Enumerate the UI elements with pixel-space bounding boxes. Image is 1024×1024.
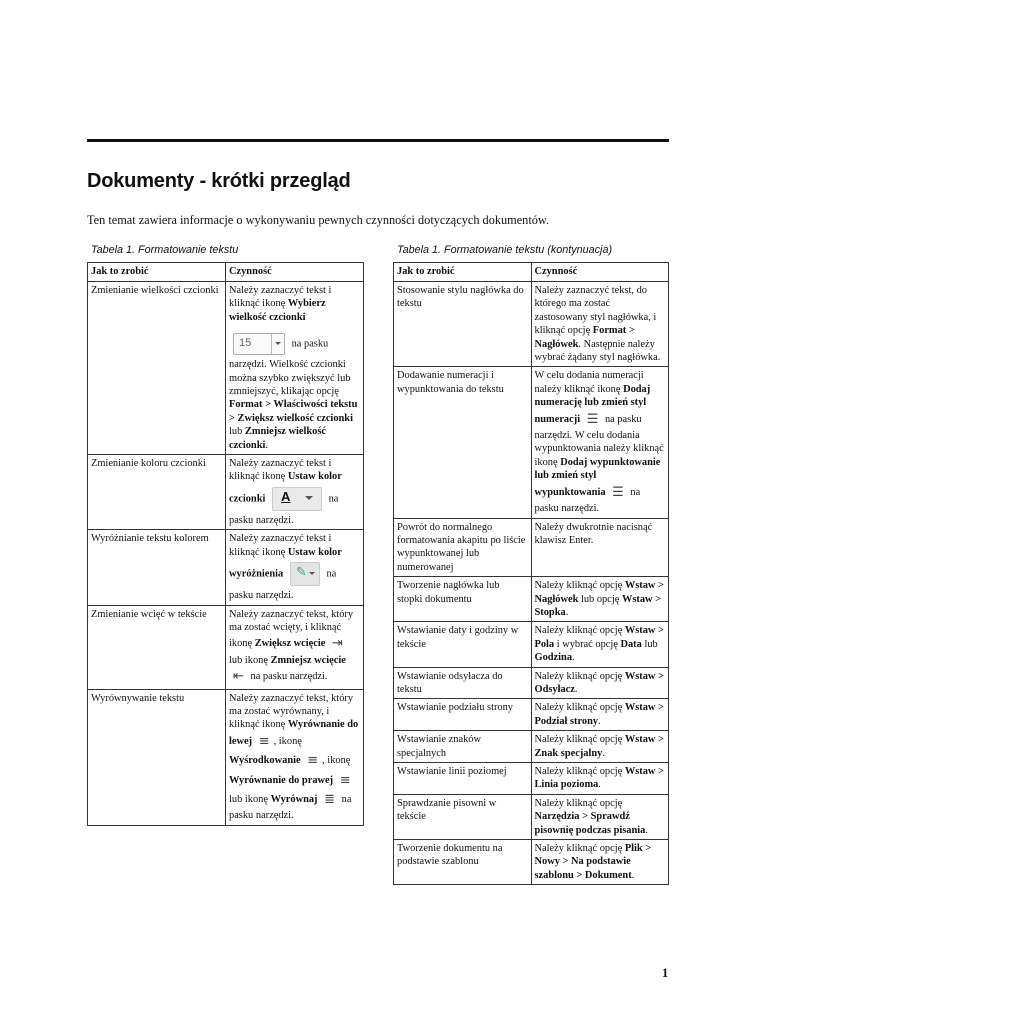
table-row — [394, 699, 669, 731]
row-how: Zmienianie wcięć w tekście — [88, 605, 226, 689]
bullet-list-icon: ☰ — [612, 484, 624, 500]
table-row — [394, 367, 669, 518]
justify-icon: ≣ — [324, 791, 336, 807]
row-action — [531, 667, 669, 699]
action-text: Należy zaznaczyć tekst i kliknąć ikonę — [229, 458, 332, 483]
table-row — [394, 731, 669, 763]
row-action — [531, 794, 669, 839]
table-row — [88, 282, 364, 455]
row-how: Zmienianie wielkości czcionki — [88, 282, 226, 455]
highlight-pencil-icon: ✎ — [290, 562, 320, 586]
col-header-action: Czynność — [531, 263, 669, 282]
action-text: na pasku narzędzi. — [229, 493, 339, 526]
action-text: Należy zaznaczyć tekst, który ma zostać wyrównany, i kliknąć ikonę — [229, 692, 354, 731]
action-bold: Wybierz wielkość czcionki — [229, 298, 326, 323]
action-text: Należy kliknąć opcję — [534, 625, 625, 637]
row-how: Wstawianie znaków specjalnych — [394, 731, 532, 763]
action-text: W celu dodania numeracji należy kliknąć ikonę — [534, 370, 644, 395]
action-bold: Wyrównanie do lewej — [229, 719, 359, 747]
col-header-how: Jak to zrobić — [88, 263, 226, 282]
action-bold: Zmniejsz wcięcie — [270, 654, 346, 666]
action-text: na pasku narzędzi. Wielkość czcionki można szybko zwiększyć lub zmniejszyć, klikając opcję — [229, 338, 351, 398]
action-text: Należy kliknąć opcję — [534, 702, 625, 714]
action-text: Należy zaznaczyć tekst, który ma zostać wcięty, i kliknąć ikonę — [229, 608, 354, 650]
indent-decrease-icon: ⇤ — [233, 669, 244, 685]
action-bold: Dodaj numerację lub zmień styl numeracji — [534, 383, 651, 425]
top-rule — [87, 139, 669, 142]
action-bold: Wstaw > Stopka — [534, 593, 662, 618]
action-text: . — [265, 439, 268, 451]
row-action — [531, 763, 669, 795]
action-bold: Ustaw kolor wyróżnienia — [229, 546, 342, 580]
table-header-row — [394, 263, 669, 282]
action-text: Należy kliknąć opcję — [534, 580, 625, 592]
action-bold: Wstaw > Podział strony — [534, 702, 664, 727]
table-row — [394, 282, 669, 367]
action-bold: Format > Właściwości tekstu > Zwiększ wielkość czcionki — [229, 399, 358, 424]
row-action — [226, 689, 364, 825]
row-action — [531, 282, 669, 367]
action-text: Należy kliknąć opcję — [534, 797, 623, 809]
action-bold: Wstaw > Odsyłacz — [534, 670, 664, 695]
action-bold: Narzędzia > Sprawdź pisownię podczas pisania — [534, 811, 646, 836]
row-how: Wyróżnianie tekstu kolorem — [88, 530, 226, 605]
row-how: Wstawianie podziału strony — [394, 699, 532, 731]
row-how: Wstawianie linii poziomej — [394, 763, 532, 795]
action-text: Należy zaznaczyć tekst, do którego ma zostać zastosowany styl nagłówka, i kliknąć opcję — [534, 285, 657, 337]
table-row — [394, 622, 669, 667]
action-text: lub — [641, 638, 658, 650]
action-text: . — [572, 652, 575, 664]
row-how: Wstawianie daty i godziny w tekście — [394, 622, 532, 667]
action-text: . — [602, 747, 605, 759]
font-size-dropdown-icon — [233, 333, 285, 355]
action-bold: Wstaw > Linia pozioma — [534, 766, 664, 791]
row-how: Wstawianie odsyłacza do tekstu — [394, 667, 532, 699]
indent-increase-icon: ⇥ — [332, 636, 343, 652]
align-center-icon: ≡ — [307, 753, 319, 769]
table-header-row — [88, 263, 364, 282]
row-action — [531, 518, 669, 577]
action-text: na pasku narzędzi. — [229, 794, 352, 822]
row-action — [531, 367, 669, 518]
action-text: Należy kliknąć opcję — [534, 670, 625, 682]
row-action — [226, 455, 364, 530]
row-action — [531, 699, 669, 731]
table-row — [394, 518, 669, 577]
row-action — [226, 530, 364, 605]
action-bold: Wyrównanie do prawej — [229, 774, 334, 786]
format-table-right — [393, 262, 669, 885]
action-bold: Wstaw > Pola — [534, 625, 664, 650]
row-how: Sprawdzanie pisowni w tekście — [394, 794, 532, 839]
action-text: lub ikonę — [229, 794, 271, 806]
table-row — [394, 794, 669, 839]
action-text: . — [574, 683, 578, 695]
row-how: Powrót do normalnego formatowania akapitu po liście wypunktowanej lub numerowanej — [394, 518, 532, 577]
table-row — [88, 455, 364, 530]
align-left-icon: ≡ — [258, 733, 270, 749]
action-bold: Ustaw kolor czcionki — [229, 471, 342, 505]
row-action — [226, 605, 364, 689]
col-header-how: Jak to zrobić — [394, 263, 532, 282]
action-text: . — [598, 779, 601, 791]
action-bold: Format > Nagłówek — [534, 325, 635, 350]
row-how: Stosowanie stylu nagłówka do tekstu — [394, 282, 532, 367]
action-bold: Zmniejsz wielkość czcionki — [229, 426, 326, 451]
action-bold: Wyśrodkowanie — [229, 755, 301, 767]
action-text: Należy kliknąć opcję — [534, 734, 625, 746]
action-text: Należy kliknąć opcję — [534, 766, 625, 777]
action-text: i wybrać opcję — [554, 638, 621, 650]
action-text: . — [565, 606, 569, 618]
row-how: Dodawanie numeracji i wypunktowania do tekstu — [394, 367, 532, 518]
action-text: na pasku narzędzi. — [534, 486, 641, 515]
action-bold: Wstaw > Znak specjalny — [534, 734, 664, 759]
row-how: Wyrównywanie tekstu — [88, 689, 226, 825]
action-text: . — [598, 715, 601, 727]
action-text: Należy zaznaczyć tekst i kliknąć ikonę — [229, 533, 332, 558]
table-row — [394, 763, 669, 795]
table-row — [88, 530, 364, 605]
action-text: , ikonę — [273, 735, 302, 747]
action-text: Należy dwukrotnie nacisnąć klawisz Enter. — [534, 521, 653, 546]
table-row — [88, 689, 364, 825]
action-text: na pasku narzędzi. W celu dodania wypunktowania należy kliknąć ikonę — [534, 413, 664, 468]
align-right-icon: ≡ — [339, 772, 351, 788]
col-header-action: Czynność — [226, 263, 364, 282]
action-text: na pasku narzędzi. — [247, 671, 328, 683]
action-text: na pasku narzędzi. — [229, 568, 337, 602]
intro-text: Ten temat zawiera informacje o wykonywaniu pewnych czynności dotyczących dokumentów. — [87, 213, 550, 227]
row-how: Tworzenie nagłówka lub stopki dokumentu — [394, 577, 532, 622]
font-color-icon: A — [272, 487, 322, 511]
page-number: 1 — [662, 966, 669, 980]
row-action — [531, 840, 669, 885]
page-title: Dokumenty - krótki przegląd — [87, 170, 351, 192]
row-how: Zmienianie koloru czcionki — [88, 455, 226, 530]
action-bold: Plik > Nowy > Na podstawie szablonu > Dokument — [534, 843, 652, 881]
action-text: lub — [229, 426, 245, 438]
numbered-list-icon: ☰ — [586, 411, 599, 427]
right-table-caption: Tabela 1. Formatowanie tekstu (kontynuacja) — [397, 244, 613, 256]
row-action — [226, 282, 364, 455]
row-how: Tworzenie dokumentu na podstawie szablonu — [394, 840, 532, 885]
row-action — [531, 731, 669, 763]
left-table-caption: Tabela 1. Formatowanie tekstu — [91, 244, 239, 256]
action-text: , ikonę — [322, 755, 351, 767]
table-row — [88, 605, 364, 689]
action-text: lub opcję — [578, 593, 622, 605]
action-text: Należy zaznaczyć tekst i kliknąć ikonę — [229, 285, 332, 310]
action-bold: Data — [620, 638, 642, 650]
action-bold: Wstaw > Nagłówek — [534, 580, 664, 605]
action-text: . — [631, 869, 635, 881]
action-text: . Następnie należy wybrać żądany styl nagłówka. — [534, 338, 661, 364]
row-action — [531, 622, 669, 667]
format-table-left — [87, 262, 364, 826]
action-bold: Dodaj wypunktowanie lub zmień styl wypunktowania — [534, 456, 661, 498]
action-text: Należy kliknąć opcję — [534, 843, 625, 855]
action-bold: Godzina — [534, 652, 573, 664]
table-row — [394, 840, 669, 885]
table-row — [394, 667, 669, 699]
action-text: . — [645, 824, 648, 836]
action-text: lub ikonę — [229, 654, 271, 666]
table-row — [394, 577, 669, 622]
action-bold: Zwiększ wcięcie — [254, 638, 326, 650]
row-action — [531, 577, 669, 622]
action-bold: Wyrównaj — [270, 794, 318, 806]
font-size-value: 15 — [239, 337, 252, 350]
